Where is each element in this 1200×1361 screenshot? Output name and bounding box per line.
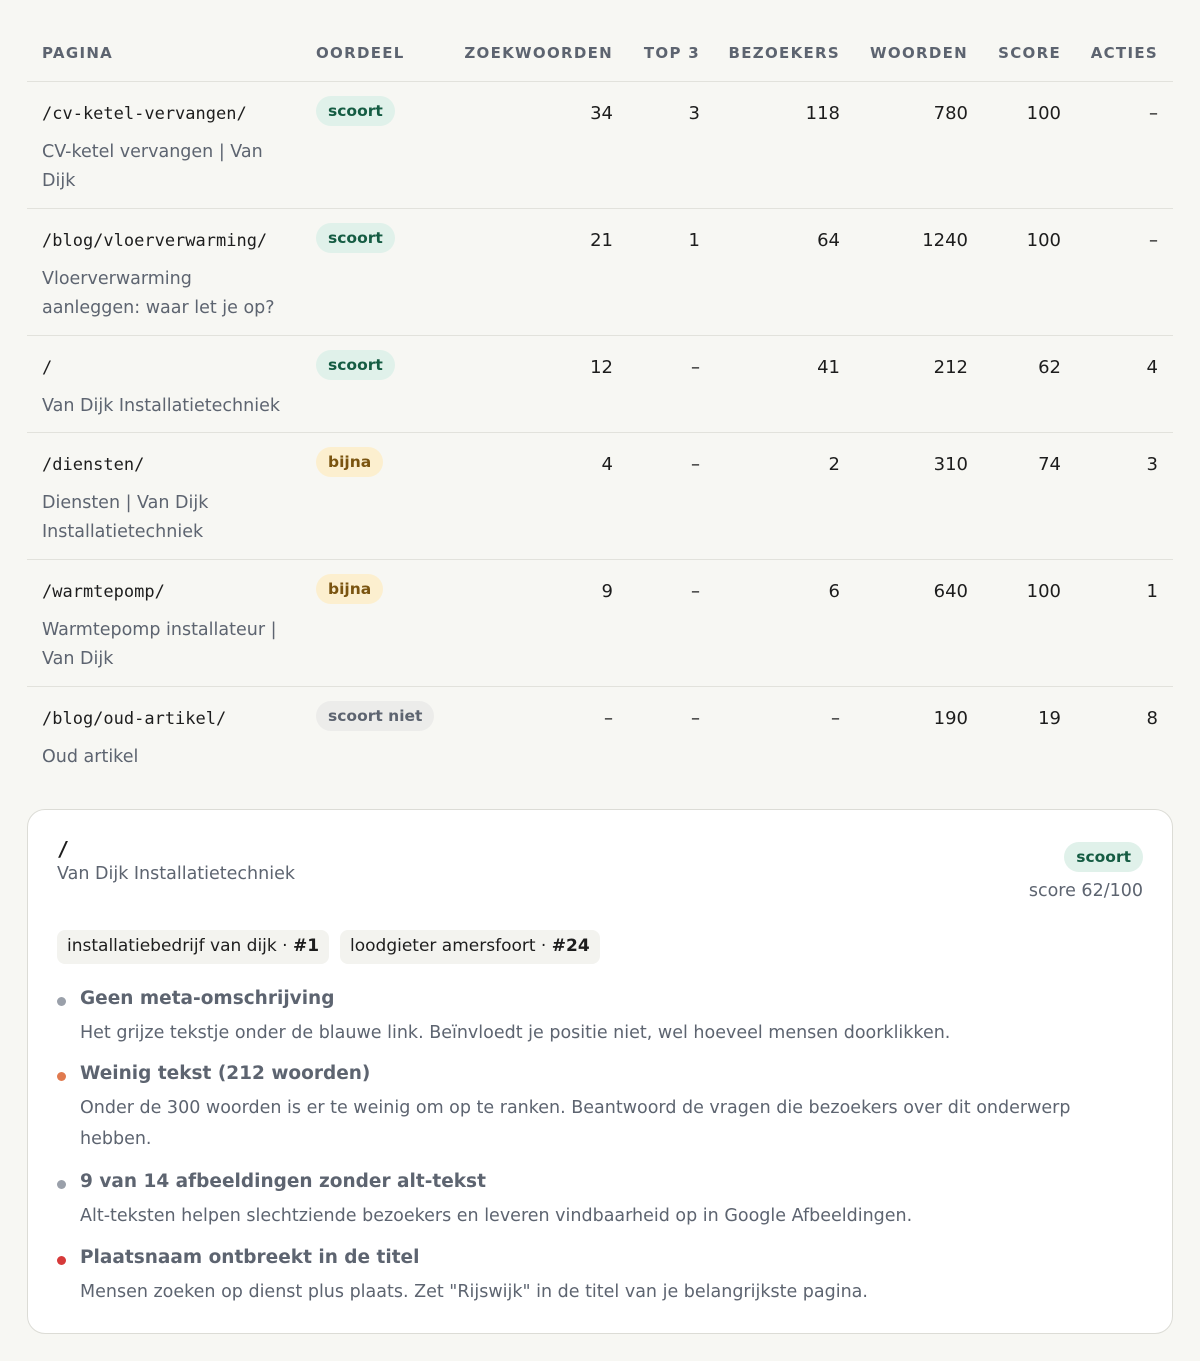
- status-badge: bijna: [316, 447, 383, 477]
- issue-title: 9 van 14 afbeeldingen zonder alt-tekst: [80, 1171, 486, 1192]
- table-row[interactable]: [27, 687, 1173, 782]
- cell-score: 62: [1038, 357, 1061, 378]
- cell-top3: 3: [688, 103, 700, 124]
- table-row[interactable]: [27, 336, 1173, 433]
- page-title: Oud artikel: [42, 747, 139, 767]
- cell-woorden: 190: [933, 708, 968, 729]
- cell-woorden: 640: [933, 581, 968, 602]
- cell-score: 100: [1026, 581, 1061, 602]
- status-badge: scoort: [316, 96, 395, 126]
- col-header-woorden[interactable]: WOORDEN: [870, 44, 968, 62]
- cell-woorden: 1240: [922, 230, 968, 251]
- severity-dot-icon: [57, 1072, 66, 1081]
- cell-acties: 8: [1146, 708, 1158, 729]
- cell-score: 100: [1026, 230, 1061, 251]
- cell-acties: 4: [1146, 357, 1158, 378]
- page-title: Warmtepomp installateur | Van Dijk: [42, 620, 277, 669]
- cell-woorden: 780: [933, 103, 968, 124]
- table-header: [27, 0, 1173, 82]
- cell-acties: –: [1149, 103, 1158, 124]
- detail-path: /: [57, 837, 70, 861]
- issue-description: Het grijze tekstje onder de blauwe link. Beïnvloedt je positie niet, wel hoeveel mensen doorklikken.: [80, 1023, 951, 1043]
- col-header-acties[interactable]: ACTIES: [1090, 44, 1158, 62]
- cell-page: [42, 709, 292, 772]
- table-row[interactable]: [27, 82, 1173, 209]
- cell-page: [42, 231, 292, 323]
- status-badge: scoort: [316, 223, 395, 253]
- cell-top3: –: [691, 708, 700, 729]
- table-row[interactable]: [27, 433, 1173, 560]
- page-title: Van Dijk Installatietechniek: [42, 396, 280, 416]
- cell-score: 74: [1038, 454, 1061, 475]
- cell-top3: –: [691, 581, 700, 602]
- cell-acties: –: [1149, 230, 1158, 251]
- col-header-pagina[interactable]: PAGINA: [42, 44, 114, 62]
- table-row[interactable]: [27, 209, 1173, 336]
- page-path-link[interactable]: /warmtepomp/: [42, 582, 165, 602]
- severity-dot-icon: [57, 997, 66, 1006]
- issue-description: Onder de 300 woorden is er te weinig om op te ranken. Beantwoord de vragen die bezoekers over dit onderwerp hebben.: [80, 1098, 1071, 1149]
- page-path-link[interactable]: /diensten/: [42, 455, 145, 475]
- severity-dot-icon: [57, 1256, 66, 1265]
- detail-score: score 62/100: [1028, 881, 1143, 901]
- cell-zoekwoorden: 34: [590, 103, 613, 124]
- cell-zoekwoorden: 21: [590, 230, 613, 251]
- cell-top3: 1: [688, 230, 700, 251]
- col-header-score[interactable]: SCORE: [998, 44, 1061, 62]
- col-header-top3[interactable]: TOP 3: [643, 44, 700, 62]
- cell-bezoekers: 2: [828, 454, 840, 475]
- cell-score: 19: [1038, 708, 1061, 729]
- cell-bezoekers: 118: [805, 103, 840, 124]
- cell-acties: 3: [1146, 454, 1158, 475]
- cell-zoekwoorden: 12: [590, 357, 613, 378]
- issue-title: Weinig tekst (212 woorden): [80, 1063, 371, 1084]
- cell-page: [42, 104, 292, 196]
- page-path-link[interactable]: /blog/oud-artikel/: [42, 709, 227, 729]
- issue-title: Geen meta-omschrijving: [80, 988, 335, 1009]
- issue-description: Alt-teksten helpen slechtziende bezoekers en leveren vindbaarheid op in Google Afbeeldingen.: [80, 1206, 913, 1226]
- issue-description: Mensen zoeken op dienst plus plaats. Zet "Rijswijk" in de titel van je belangrijkste pagina.: [80, 1282, 868, 1302]
- cell-score: 100: [1026, 103, 1061, 124]
- cell-bezoekers: –: [831, 708, 840, 729]
- cell-bezoekers: 64: [817, 230, 840, 251]
- page-path-link[interactable]: /blog/vloerverwarming/: [42, 231, 268, 251]
- cell-zoekwoorden: –: [604, 708, 613, 729]
- page-title: Vloerverwarming aanleggen: waar let je op?: [42, 269, 275, 318]
- cell-zoekwoorden: 4: [601, 454, 613, 475]
- cell-top3: –: [691, 357, 700, 378]
- status-badge: bijna: [316, 574, 383, 604]
- cell-woorden: 310: [933, 454, 968, 475]
- keyword-chip[interactable]: installatiebedrijf van dijk · #1: [57, 930, 329, 964]
- cell-bezoekers: 41: [817, 357, 840, 378]
- severity-dot-icon: [57, 1180, 66, 1189]
- keyword-rank: #24: [551, 936, 590, 956]
- page-title: Diensten | Van Dijk Installatietechniek: [42, 493, 209, 542]
- cell-bezoekers: 6: [828, 581, 840, 602]
- col-header-oordeel[interactable]: OORDEEL: [316, 44, 405, 62]
- cell-zoekwoorden: 9: [601, 581, 613, 602]
- status-badge: scoort niet: [316, 701, 434, 731]
- cell-top3: –: [691, 454, 700, 475]
- cell-page: [42, 455, 292, 547]
- detail-title: Van Dijk Installatietechniek: [57, 864, 295, 884]
- page-path-link[interactable]: /cv-ketel-vervangen/: [42, 104, 247, 124]
- issue-title: Plaatsnaam ontbreekt in de titel: [80, 1247, 420, 1268]
- keyword-chip[interactable]: loodgieter amersfoort · #24: [340, 930, 600, 964]
- pages-table: [27, 0, 1173, 782]
- detail-status-badge: scoort: [1064, 842, 1143, 872]
- keyword-rank: #1: [292, 936, 320, 956]
- status-badge: scoort: [316, 350, 395, 380]
- cell-woorden: 212: [933, 357, 968, 378]
- table-row[interactable]: [27, 560, 1173, 687]
- page-path-link[interactable]: /: [42, 358, 53, 378]
- cell-page: [42, 582, 292, 674]
- page-title: CV-ketel vervangen | Van Dijk: [42, 142, 263, 191]
- col-header-zoekwoorden[interactable]: ZOEKWOORDEN: [464, 44, 613, 62]
- cell-acties: 1: [1146, 581, 1158, 602]
- col-header-bezoekers[interactable]: BEZOEKERS: [728, 44, 840, 62]
- cell-page: [42, 358, 292, 421]
